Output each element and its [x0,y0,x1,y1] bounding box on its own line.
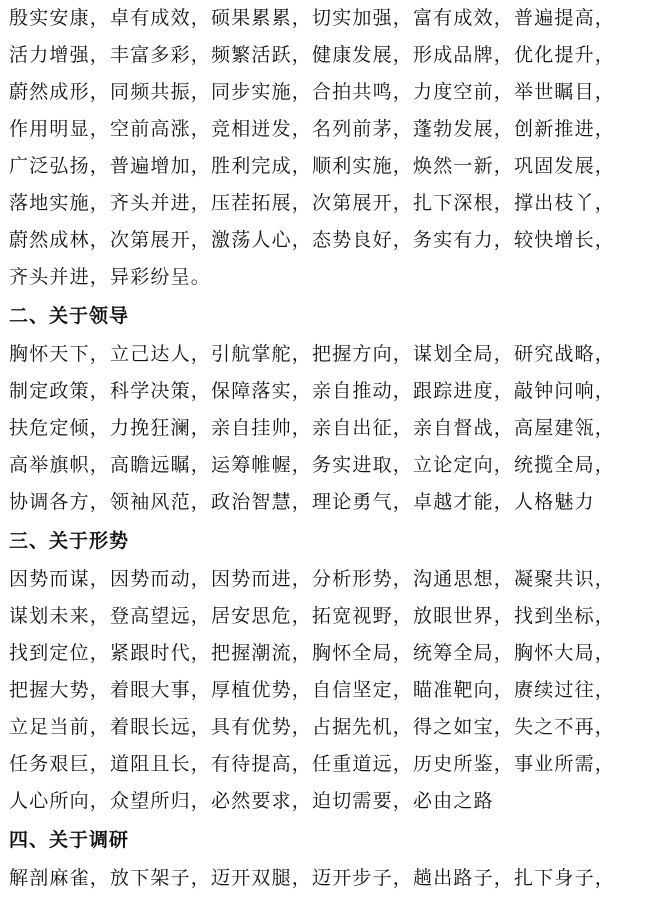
section-heading-research: 四、关于调研 [9,829,130,851]
text-line: 谋划未来，登高望远，居安思危，拓宽视野，放眼世界，找到坐标， [9,605,616,627]
text-line: 高举旗帜，高瞻远瞩，运筹帷幄，务实进取，立论定向，统揽全局， [9,454,616,476]
text-line: 找到定位，紧跟时代，把握潮流，胸怀全局，统筹全局，胸怀大局， [9,642,616,664]
text-line: 落地实施，齐头并进，压茬拓展，次第展开，扎下深根，撑出枝丫， [9,192,616,214]
section-heading-leadership: 二、关于领导 [9,305,130,327]
text-line: 殷实安康，卓有成效，硕果累累，切实加强，富有成效，普遍提高， [9,7,616,29]
text-line: 蔚然成形，同频共振，同步实施，合拍共鸣，力度空前，举世瞩目， [9,81,616,103]
text-line: 协调各方，领袖风范，政治智慧，理论勇气，卓越才能，人格魅力 [9,491,595,513]
text-line: 任务艰巨，道阻且长，有待提高，任重道远，历史所鉴，事业所需， [9,753,616,775]
text-line: 齐头并进，异彩纷呈。 [9,266,212,288]
text-line: 人心所向，众望所归，必然要求，迫切需要，必由之路 [9,790,494,812]
text-line: 活力增强，丰富多彩，频繁活跃，健康发展，形成品牌，优化提升， [9,44,616,66]
text-line: 蔚然成林，次第展开，激荡人心，态势良好，务实有力，较快增长， [9,229,616,251]
text-line: 胸怀天下，立己达人，引航掌舵，把握方向，谋划全局，研究战略， [9,343,616,365]
text-line: 因势而谋，因势而动，因势而进，分析形势，沟通思想，凝聚共识， [9,568,616,590]
section-heading-situation: 三、关于形势 [9,530,130,552]
text-line: 广泛弘扬，普遍增加，胜利完成，顺利实施，焕然一新，巩固发展， [9,155,616,177]
text-line: 解剖麻雀，放下架子，迈开双腿，迈开步子，趟出路子，扎下身子， [9,867,616,889]
text-line: 作用明显，空前高涨，竞相迸发，名列前茅，蓬勃发展，创新推进， [9,118,616,140]
text-line: 立足当前，着眼长远，具有优势，占据先机，得之如宝，失之不再， [9,716,616,738]
text-line: 制定政策，科学决策，保障落实，亲自推动，跟踪进度，敲钟问响， [9,380,616,402]
text-line: 把握大势，着眼大事，厚植优势，自信坚定，瞄准靶向，赓续过往， [9,679,616,701]
text-line: 扶危定倾，力挽狂澜，亲自挂帅，亲自出征，亲自督战，高屋建瓴， [9,417,616,439]
